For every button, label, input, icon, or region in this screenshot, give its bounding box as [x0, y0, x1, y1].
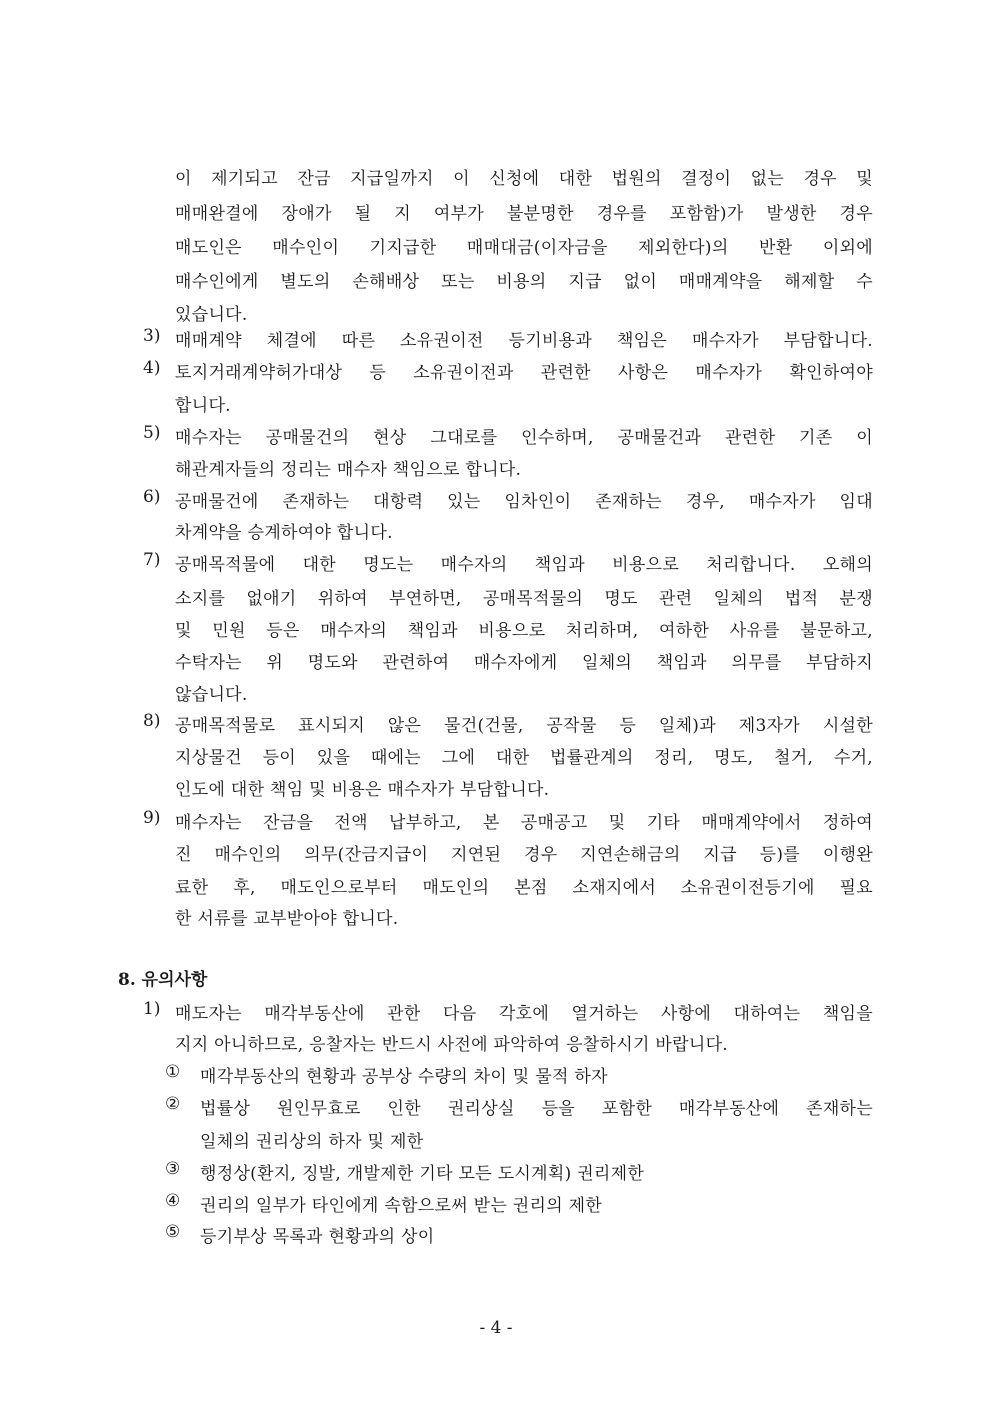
item-line: 매매계약 체결에 따른 소유권이전 등기비용과 책임은 매수자가 부담합니다.	[175, 331, 873, 351]
item-line: 않습니다.	[175, 685, 248, 705]
item-number: 4)	[143, 358, 161, 378]
subitem-line: 일체의 권리상의 하자 및 제한	[200, 1132, 424, 1152]
page-number: - 4 -	[479, 1318, 513, 1338]
section-heading: 8. 유의사항	[118, 970, 208, 990]
subitem-line: 법률상 원인무효로 인한 권리상실 등을 포함한 매각부동산에 존재하는	[200, 1099, 873, 1119]
subitem-line: 권리의 일부가 타인에게 속함으로써 받는 권리의 제한	[200, 1196, 603, 1216]
item-number: 3)	[143, 326, 161, 346]
item-line: 수탁자는 위 명도와 관련하여 매수자에게 일체의 책임과 의무를 부담하지	[175, 653, 873, 673]
item-line: 지상물건 등이 있을 때에는 그에 대한 법률관계의 정리, 명도, 철거, 수거,	[175, 748, 873, 768]
subitem-line: 매각부동산의 현황과 공부상 수량의 차이 및 물적 하자	[200, 1067, 608, 1087]
item-number: 9)	[143, 808, 161, 828]
item-line: 및 민원 등은 매수자의 책임과 비용으로 처리하며, 여하한 사유를 불문하고,	[175, 621, 873, 641]
item-line: 토지거래계약허가대상 등 소유권이전과 관련한 사항은 매수자가 확인하여야	[175, 363, 873, 383]
item-number: 1)	[143, 999, 161, 1019]
item-line: 매도자는 매각부동산에 관한 다음 각호에 열거하는 사항에 대하여는 책임을	[175, 1004, 873, 1024]
subitem-marker: ①	[165, 1062, 181, 1082]
item-line: 공매목적물에 대한 명도는 매수자의 책임과 비용으로 처리합니다. 오해의	[175, 555, 873, 575]
item-line: 매수자는 공매물건의 현상 그대로를 인수하며, 공매물건과 관련한 기존 이	[175, 428, 873, 448]
item-line: 진 매수인의 의무(잔금지급이 지연된 경우 지연손해금의 지급 등)를 이행완	[175, 845, 873, 865]
item-number: 7)	[143, 550, 161, 570]
item-line: 매수자는 잔금을 전액 납부하고, 본 공매공고 및 기타 매매계약에서 정하여	[175, 813, 873, 833]
intro-line: 매매완결에 장애가 될 지 여부가 불분명한 경우를 포함함)가 발생한 경우	[175, 204, 874, 224]
intro-line: 매도인은 매수인이 기지급한 매매대금(이자금을 제외한다)의 반환 이외에	[175, 238, 873, 258]
item-number: 5)	[143, 423, 161, 443]
item-line: 료한 후, 매도인으로부터 매도인의 본점 소재지에서 소유권이전등기에 필요	[175, 878, 873, 898]
subitem-marker: ④	[165, 1191, 181, 1211]
subitem-marker: ⑤	[165, 1222, 181, 1242]
subitem-marker: ②	[165, 1094, 181, 1114]
subitem-marker: ③	[165, 1159, 181, 1179]
item-line: 합니다.	[175, 396, 231, 416]
intro-line: 이 제기되고 잔금 지급일까지 이 신청에 대한 법원의 결정이 없는 경우 및	[175, 169, 873, 189]
subitem-line: 행정상(환지, 징발, 개발제한 기타 모든 도시계획) 권리제한	[200, 1164, 645, 1184]
intro-line: 매수인에게 별도의 손해배상 또는 비용의 지급 없이 매매계약을 해제할 수	[175, 272, 873, 292]
intro-line: 있습니다.	[175, 305, 248, 325]
item-number: 6)	[143, 487, 161, 507]
item-line: 지지 아니하므로, 응찰자는 반드시 사전에 파악하여 응찰하시기 바랍니다.	[175, 1035, 728, 1055]
item-line: 공매물건에 존재하는 대항력 있는 임차인이 존재하는 경우, 매수자가 임대	[175, 492, 873, 512]
item-line: 한 서류를 교부받아야 합니다.	[175, 909, 399, 929]
item-line: 공매목적물로 표시되지 않은 물건(건물, 공작물 등 일체)과 제3자가 시설한	[175, 716, 873, 736]
item-line: 해관계자들의 정리는 매수자 책임으로 합니다.	[175, 460, 522, 480]
item-line: 소지를 없애기 위하여 부연하면, 공매목적물의 명도 관련 일체의 법적 분쟁	[175, 589, 873, 609]
item-line: 차계약을 승계하여야 합니다.	[175, 523, 393, 543]
subitem-line: 등기부상 목록과 현황과의 상이	[200, 1227, 435, 1247]
item-line: 인도에 대한 책임 및 비용은 매수자가 부담합니다.	[175, 780, 550, 800]
item-number: 8)	[143, 711, 161, 731]
